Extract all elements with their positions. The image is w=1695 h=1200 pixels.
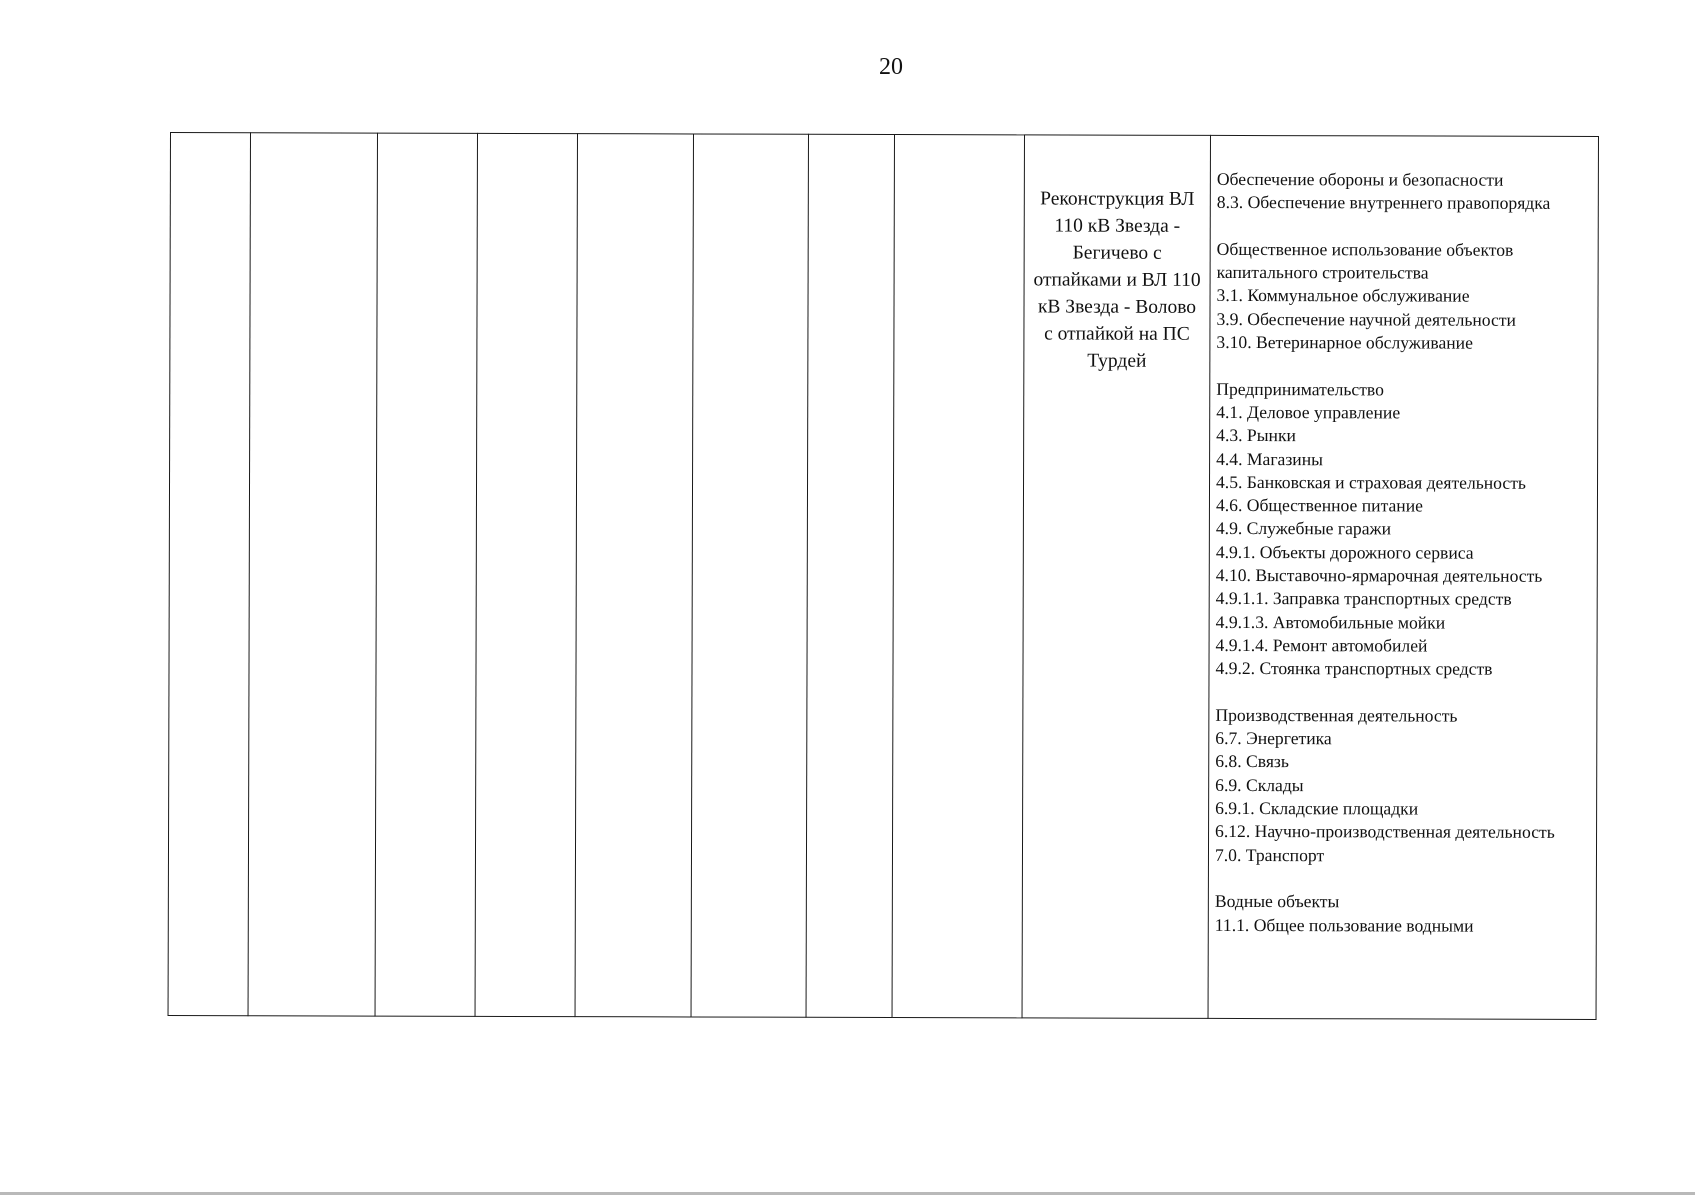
use-group-business <box>1215 378 1593 682</box>
use-item: 4.3. Рынки <box>1216 425 1296 446</box>
use-group-heading: Водные объекты <box>1214 891 1340 912</box>
empty-cell <box>375 133 477 1016</box>
use-item: 3.1. Коммунальное обслуживание <box>1216 285 1470 307</box>
use-item: 6.9. Склады <box>1215 774 1304 795</box>
use-item: 4.9.1. Объекты дорожного сервиса <box>1215 541 1474 563</box>
use-group-heading: Предпринимательство <box>1216 378 1384 400</box>
use-item: 4.4. Магазины <box>1216 448 1323 469</box>
use-item: 4.6. Общественное питание <box>1215 495 1423 516</box>
use-item: 3.9. Обеспечение научной деятельности <box>1216 308 1516 330</box>
use-item: 3.10. Ветеринарное обслуживание <box>1216 332 1473 353</box>
use-item: 4.9.1.3. Автомобильные мойки <box>1215 611 1446 633</box>
use-group-defense <box>1217 168 1594 216</box>
empty-cell <box>475 133 577 1016</box>
use-item: 4.9.1.4. Ремонт автомобилей <box>1215 634 1428 656</box>
use-item: 4.9.1.1. Заправка транспортных средств <box>1215 588 1512 610</box>
use-item: 4.1. Деловое управление <box>1216 401 1401 423</box>
empty-cell <box>691 134 808 1017</box>
use-item: 6.9.1. Складские площадки <box>1215 797 1419 819</box>
page-number: 20 <box>879 54 903 80</box>
empty-cell <box>248 133 377 1016</box>
object-name-cell <box>1022 135 1210 1019</box>
use-item: 11.1. Общее пользование водными <box>1214 914 1474 936</box>
object-name: Реконструкция ВЛ 110 кВ Звезда - Бегичево с отпайками и ВЛ 110 кВ Звезда - Волово с отпайкой на ПС Турдей <box>1033 188 1201 372</box>
use-item: 4.5. Банковская и страховая деятельность <box>1215 471 1526 493</box>
empty-cell <box>168 133 250 1016</box>
use-group-public <box>1216 238 1593 356</box>
use-item: 6.8. Связь <box>1215 751 1289 772</box>
use-item: 6.7. Энергетика <box>1215 728 1332 749</box>
table-row <box>168 133 1598 1020</box>
use-group-heading: Обеспечение обороны и безопасности <box>1216 168 1504 190</box>
document-table <box>168 132 1599 1020</box>
use-group-water <box>1215 890 1592 938</box>
scan-edge-line <box>0 1192 1695 1195</box>
empty-cell <box>806 134 894 1017</box>
use-item: 7.0. Транспорт <box>1214 844 1325 865</box>
empty-cell <box>892 135 1024 1018</box>
use-item: 6.12. Научно-производственная деятельность <box>1215 821 1555 843</box>
use-item: 4.10. Выставочно-ярмарочная деятельность <box>1215 564 1543 586</box>
use-item: 8.3. Обеспечение внутреннего правопорядка <box>1216 192 1551 214</box>
use-group-heading: Производственная деятельность <box>1215 704 1458 726</box>
use-group-industry <box>1215 704 1592 868</box>
empty-cell <box>575 134 693 1017</box>
permitted-uses-cell <box>1208 135 1598 1019</box>
use-item: 4.9.2. Стоянка транспортных средств <box>1215 658 1493 679</box>
use-item: 4.9. Служебные гаражи <box>1215 518 1392 539</box>
use-group-heading: Общественное использование объектов капитального строительства <box>1216 238 1514 283</box>
